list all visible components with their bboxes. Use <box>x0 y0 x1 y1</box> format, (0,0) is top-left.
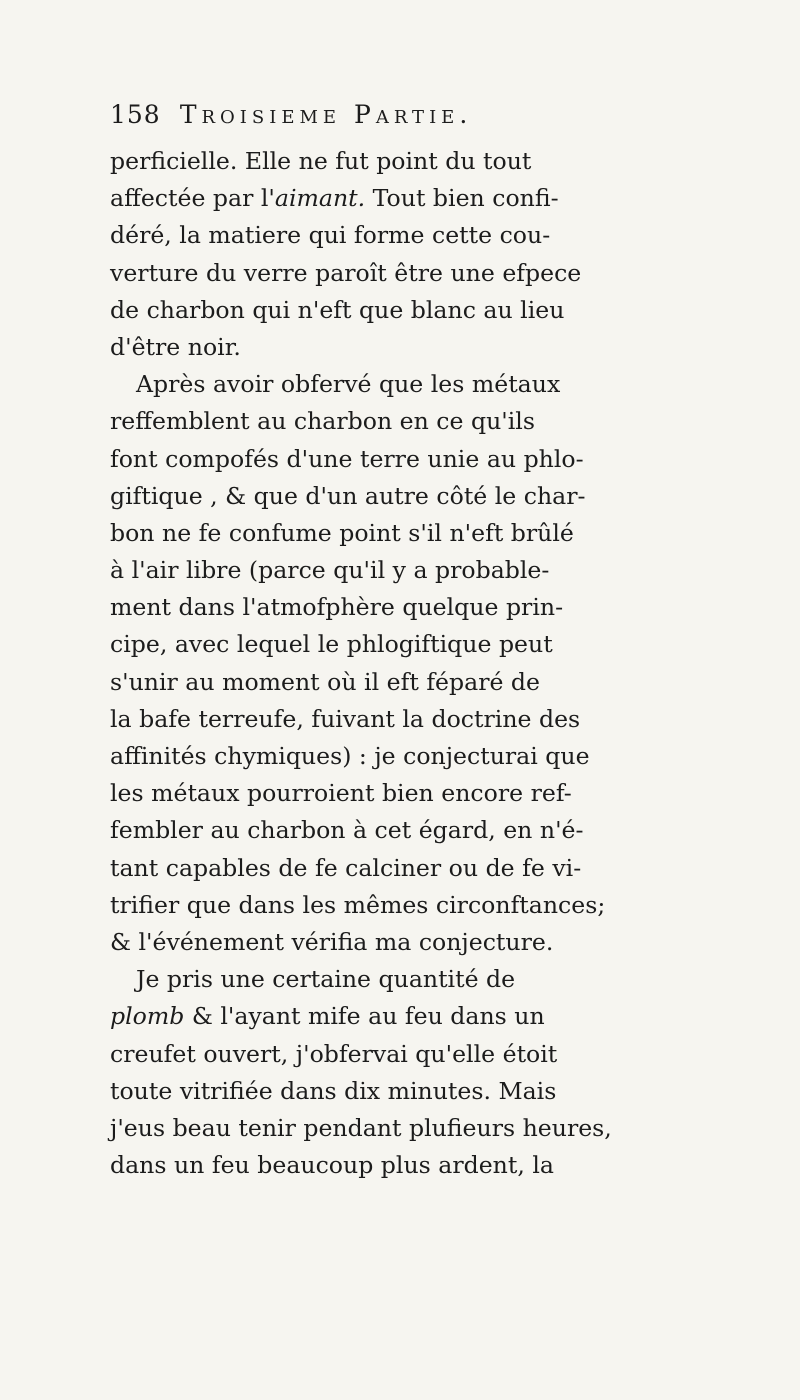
text-span: déré, la matiere qui forme cette cou- <box>110 221 551 250</box>
text-line <box>110 738 700 775</box>
text-span: s'unir au moment où il eft féparé de <box>110 667 540 696</box>
page-number: 158 <box>110 100 161 129</box>
text-line <box>110 515 700 552</box>
text-line <box>110 292 700 329</box>
text-line <box>110 329 700 366</box>
text-span: & l'ayant mife au feu dans un <box>184 1002 545 1031</box>
text-span: font compofés d'une terre unie au phlo- <box>110 444 584 473</box>
text-line <box>110 1147 700 1184</box>
text-span: ment dans l'atmofphère quelque prin- <box>110 593 564 622</box>
text-span: la bafe terreufe, fuivant la doctrine des <box>110 704 581 733</box>
body-text <box>110 143 700 1184</box>
italic-term: aimant. <box>274 184 366 213</box>
text-span: tant capables de fe calciner ou de fe vi- <box>110 853 582 882</box>
text-span: à l'air libre (parce qu'il y a probable- <box>110 556 550 585</box>
text-span: trifier que dans les mêmes circonftances; <box>110 890 606 919</box>
paragraph-start-line <box>110 366 700 403</box>
text-line <box>110 812 700 849</box>
text-line <box>110 441 700 478</box>
running-header <box>110 100 670 140</box>
text-span: creufet ouvert, j'obfervai qu'elle étoit <box>110 1039 558 1068</box>
text-line <box>110 255 700 292</box>
text-line <box>110 1036 700 1073</box>
text-span: verture du verre paroît être une efpece <box>110 258 582 287</box>
text-line <box>110 850 700 887</box>
text-line <box>110 626 700 663</box>
text-span: d'être noir. <box>110 332 241 361</box>
text-span: bon ne fe confume point s'il n'eft brûlé <box>110 518 574 547</box>
text-line <box>110 552 700 589</box>
text-line <box>110 701 700 738</box>
text-span: affinités chymiques) : je conjecturai que <box>110 742 590 770</box>
italic-term: plomb <box>110 1002 185 1031</box>
text-line <box>110 1110 700 1147</box>
text-span: fembler au charbon à cet égard, en n'é- <box>110 816 584 845</box>
text-span: reffemblent au charbon en ce qu'ils <box>110 407 535 436</box>
text-span: Tout bien confi- <box>365 184 559 213</box>
text-span: toute vitrifiée dans dix minutes. Mais <box>110 1076 557 1105</box>
running-title: Troisieme Partie. <box>179 100 473 129</box>
text-line <box>110 217 700 254</box>
text-line <box>110 180 700 217</box>
text-line <box>110 998 700 1035</box>
text-span: affectée par l' <box>110 184 275 213</box>
text-span: Après avoir obfervé que les métaux <box>136 370 561 399</box>
text-span: Je pris une certaine quantité de <box>136 965 516 994</box>
text-line <box>110 664 700 701</box>
text-line <box>110 1073 700 1110</box>
text-span: cipe, avec lequel le phlogiftique peut <box>110 630 553 659</box>
text-span: giftique , & que d'un autre côté le char- <box>110 481 586 510</box>
text-line <box>110 589 700 626</box>
text-line <box>110 924 700 961</box>
text-span: de charbon qui n'eft que blanc au lieu <box>110 295 565 324</box>
text-line <box>110 403 700 440</box>
text-span: j'eus beau tenir pendant plufieurs heures, <box>110 1113 612 1142</box>
text-line <box>110 775 700 812</box>
text-span: dans un feu beaucoup plus ardent, la <box>110 1151 554 1180</box>
paragraph-start-line <box>110 961 700 998</box>
text-span: les métaux pourroient bien encore ref- <box>110 779 572 808</box>
text-line <box>110 887 700 924</box>
text-span: perficielle. Elle ne fut point du tout <box>110 147 532 175</box>
text-line <box>110 478 700 515</box>
text-line <box>110 143 700 180</box>
text-span: & l'événement vérifia ma conjecture. <box>110 927 554 956</box>
